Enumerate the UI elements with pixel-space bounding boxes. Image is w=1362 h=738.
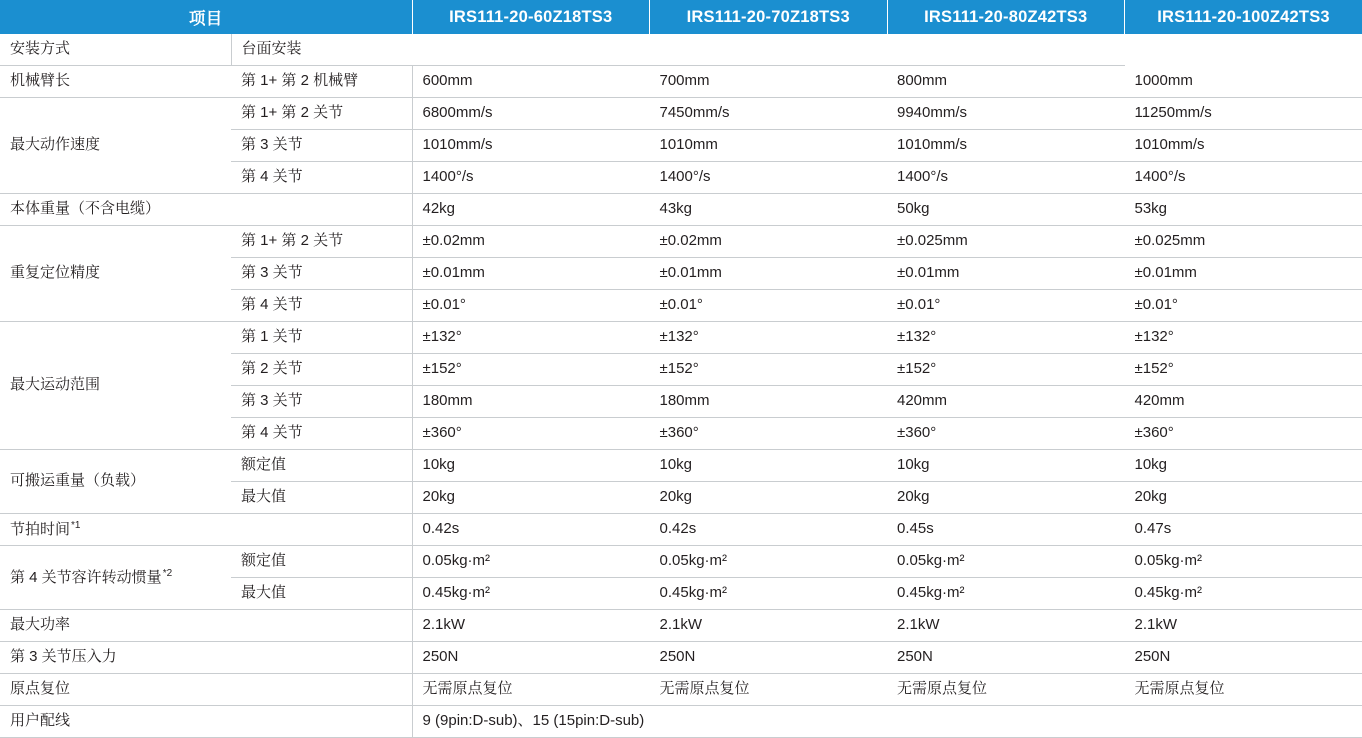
row-label: 最大功率 [0, 610, 412, 642]
row-value: 2.1kW [412, 610, 650, 642]
row-sublabel: 第 1+ 第 2 机械臂 [231, 66, 412, 98]
row-sublabel: 第 4 关节 [231, 290, 412, 322]
header-row [0, 0, 1362, 34]
row-value: ±360° [1125, 418, 1362, 450]
row-label: 节拍时间$^{*1}$ [0, 514, 412, 546]
row-value: 1010mm/s [412, 130, 650, 162]
row-value: 0.05kg·m² [887, 546, 1125, 578]
row-value: ±0.01° [412, 290, 650, 322]
table-row [0, 34, 1362, 66]
row-sublabel: 额定值 [231, 450, 412, 482]
row-value: 10kg [887, 450, 1125, 482]
row-value: ±0.01mm [412, 258, 650, 290]
row-value: 0.42s [412, 514, 650, 546]
row-value: ±0.01mm [887, 258, 1125, 290]
row-value: 10kg [1125, 450, 1362, 482]
table-row [0, 514, 1362, 546]
header-cell-model-3: IRS111-20-80Z42TS3 [887, 0, 1125, 34]
row-value: ±0.01° [887, 290, 1125, 322]
row-value: 800mm [887, 66, 1125, 98]
row-value: 420mm [887, 386, 1125, 418]
row-sublabel: 第 1+ 第 2 关节 [231, 98, 412, 130]
row-sublabel: 第 2 关节 [231, 354, 412, 386]
row-value: ±0.01° [650, 290, 888, 322]
row-value: 43kg [650, 194, 888, 226]
row-value: 9940mm/s [887, 98, 1125, 130]
table-row [0, 610, 1362, 642]
row-value: 20kg [887, 482, 1125, 514]
row-value: 0.45kg·m² [412, 578, 650, 610]
header-cell-model-4: IRS111-20-100Z42TS3 [1125, 0, 1362, 34]
row-value: ±0.025mm [887, 226, 1125, 258]
row-value: 0.45kg·m² [650, 578, 888, 610]
row-label: 机械臂长 [0, 66, 231, 98]
row-value: 180mm [650, 386, 888, 418]
row-value: 1010mm/s [1125, 130, 1362, 162]
table-row [0, 98, 1362, 130]
row-value: 0.42s [650, 514, 888, 546]
row-value: ±360° [650, 418, 888, 450]
row-value: ±360° [412, 418, 650, 450]
row-label: 第 3 关节压入力 [0, 642, 412, 674]
row-value: 53kg [1125, 194, 1362, 226]
row-value: 2.1kW [650, 610, 888, 642]
row-label: 本体重量（不含电缆） [0, 194, 412, 226]
row-value: 50kg [887, 194, 1125, 226]
row-value: 0.05kg·m² [412, 546, 650, 578]
row-value: ±360° [887, 418, 1125, 450]
row-value: ±0.01mm [1125, 258, 1362, 290]
row-label: 原点复位 [0, 674, 412, 706]
row-value: 180mm [412, 386, 650, 418]
row-value: ±132° [887, 322, 1125, 354]
row-value: 20kg [650, 482, 888, 514]
row-label: 最大运动范围 [0, 322, 231, 450]
row-sublabel: 第 4 关节 [231, 162, 412, 194]
row-sublabel: 第 3 关节 [231, 130, 412, 162]
row-label: 最大动作速度 [0, 98, 231, 194]
table-body [0, 34, 1362, 738]
table-row [0, 226, 1362, 258]
footnote-marker: *2 [163, 568, 172, 579]
row-value: ±152° [887, 354, 1125, 386]
row-sublabel: 最大值 [231, 578, 412, 610]
row-value: 1400°/s [887, 162, 1125, 194]
row-value: ±0.01° [1125, 290, 1362, 322]
row-value: 10kg [650, 450, 888, 482]
row-value: 700mm [650, 66, 888, 98]
row-sublabel: 额定值 [231, 546, 412, 578]
row-value: ±0.01mm [650, 258, 888, 290]
header-cell-model-1: IRS111-20-60Z18TS3 [412, 0, 650, 34]
row-label: 重复定位精度 [0, 226, 231, 322]
row-value: ±132° [412, 322, 650, 354]
row-value: 无需原点复位 [412, 674, 650, 706]
row-sublabel: 第 3 关节 [231, 258, 412, 290]
footnote-marker: *1 [71, 520, 80, 531]
row-value: 1000mm [1125, 66, 1362, 98]
header-cell-item: 项目 [0, 0, 412, 34]
row-value: 20kg [412, 482, 650, 514]
row-value: ±152° [650, 354, 888, 386]
table-row [0, 642, 1362, 674]
row-value: ±132° [1125, 322, 1362, 354]
row-value: ±152° [1125, 354, 1362, 386]
table-row [0, 450, 1362, 482]
row-value: 0.05kg·m² [650, 546, 888, 578]
row-value: 250N [412, 642, 650, 674]
table-row [0, 546, 1362, 578]
row-value: 2.1kW [1125, 610, 1362, 642]
row-value: ±0.02mm [650, 226, 888, 258]
row-value: 0.45kg·m² [887, 578, 1125, 610]
row-value: 1010mm [650, 130, 888, 162]
row-value: 420mm [1125, 386, 1362, 418]
row-label: 第 4 关节容许转动惯量$^{*2}$ [0, 546, 231, 610]
row-value: ±152° [412, 354, 650, 386]
row-value: 1400°/s [650, 162, 888, 194]
row-value: 台面安装 [231, 34, 1125, 66]
row-value: 10kg [412, 450, 650, 482]
row-value: 250N [650, 642, 888, 674]
row-sublabel: 第 4 关节 [231, 418, 412, 450]
row-value: 0.45kg·m² [1125, 578, 1362, 610]
row-label: 用户配线 [0, 706, 412, 738]
row-value: 20kg [1125, 482, 1362, 514]
row-value: 0.47s [1125, 514, 1362, 546]
row-value: 0.45s [887, 514, 1125, 546]
table-row [0, 706, 1362, 738]
row-sublabel: 第 1+ 第 2 关节 [231, 226, 412, 258]
row-value: 1400°/s [1125, 162, 1362, 194]
row-value: 无需原点复位 [650, 674, 888, 706]
row-value: ±132° [650, 322, 888, 354]
row-label: 可搬运重量（负载） [0, 450, 231, 514]
row-value: ±0.02mm [412, 226, 650, 258]
row-value: 0.05kg·m² [1125, 546, 1362, 578]
row-value: 1400°/s [412, 162, 650, 194]
row-value: 9 (9pin:D-sub)、15 (15pin:D-sub) [412, 706, 1362, 738]
row-sublabel: 第 1 关节 [231, 322, 412, 354]
row-sublabel: 最大值 [231, 482, 412, 514]
row-value: 1010mm/s [887, 130, 1125, 162]
row-value: 11250mm/s [1125, 98, 1362, 130]
row-value: 无需原点复位 [887, 674, 1125, 706]
row-value: 7450mm/s [650, 98, 888, 130]
row-value: 250N [1125, 642, 1362, 674]
row-value: 600mm [412, 66, 650, 98]
header-cell-model-2: IRS111-20-70Z18TS3 [650, 0, 888, 34]
table-row [0, 66, 1362, 98]
row-label: 安装方式 [0, 34, 231, 66]
row-value: 无需原点复位 [1125, 674, 1362, 706]
table-row [0, 194, 1362, 226]
row-sublabel: 第 3 关节 [231, 386, 412, 418]
row-value: 2.1kW [887, 610, 1125, 642]
row-value: ±0.025mm [1125, 226, 1362, 258]
table-header [0, 0, 1362, 34]
row-value: 250N [887, 642, 1125, 674]
row-value: 6800mm/s [412, 98, 650, 130]
table-row [0, 674, 1362, 706]
row-value: 42kg [412, 194, 650, 226]
table-row [0, 322, 1362, 354]
